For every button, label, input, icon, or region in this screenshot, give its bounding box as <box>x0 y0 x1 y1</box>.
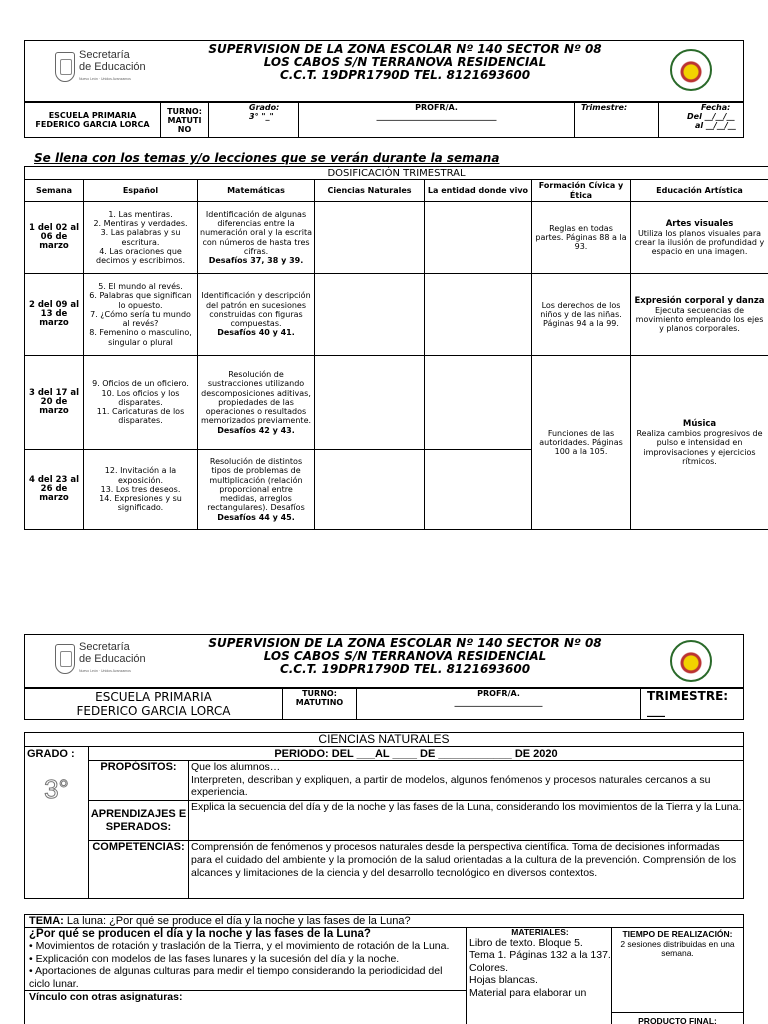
mate-cell <box>198 274 315 356</box>
mate-cell <box>198 450 315 530</box>
competencias-text: Comprensión de fenómenos y procesos naturales desde la perspectiva científica. Toma de decisiones informadas para el cuidado del ambiente y la promoción de la salud orientadas a la cultura de la prevención. Comprensión de los alcances y limitaciones de la ciencia y del desarrollo tecnológico en diversos contextos. <box>189 841 744 899</box>
ciencias-title: CIENCIAS NATURALES <box>25 733 744 747</box>
fecha-al: al __/__/__ <box>695 121 736 130</box>
table-row <box>25 356 768 450</box>
competencias-label: COMPETENCIAS: <box>89 841 189 899</box>
header-line2: LOS CABOS S/N TERRANOVA RESIDENCIAL <box>263 55 547 69</box>
turno-label: TURNO: <box>302 689 337 698</box>
artistica-cell <box>631 202 768 274</box>
mate-desafios: Desafíos 40 y 41. <box>217 328 295 338</box>
propositos-text: Que los alumnos… Interpreten, describan y expliquen, a partir de modelos, algunos fenómenos y procesos naturales cercanos a su experiencia. <box>189 761 744 801</box>
ciencias-cell <box>315 202 425 274</box>
header-box-1 <box>24 40 744 102</box>
semana-cell: 3 del 17 al 20 de marzo <box>25 356 84 450</box>
espanol-cell: 9. Oficios de un oficiero. 10. Los oficios y los disparates. 11. Caricaturas de los disparates. <box>84 356 198 450</box>
col-header-ciencias: Ciencias Naturales <box>315 180 425 202</box>
logo-line1: Secretaría <box>79 641 130 653</box>
profr-label: PROFR/A. <box>415 103 458 112</box>
logo-line2: de Educación <box>79 653 146 665</box>
aprendizajes-label: APRENDIZAJES ESPERADOS: <box>89 801 189 841</box>
artistica-cell <box>631 356 768 530</box>
profr-cell <box>299 103 575 138</box>
materiales-label: MATERIALES: <box>511 927 569 937</box>
artistica-desc: Ejecuta secuencias de movimiento empleando los ejes y planos corporales. <box>635 305 764 334</box>
civica-cell: Reglas en todas partes. Páginas 88 a la 93. <box>532 202 631 274</box>
grado-label: Grado: <box>249 103 280 112</box>
header-line2: LOS CABOS S/N TERRANOVA RESIDENCIAL <box>263 649 547 663</box>
info-table-1 <box>24 102 744 138</box>
profr-label: PROFR/A. <box>477 689 520 698</box>
ciencias-table <box>24 732 744 899</box>
col-header-espanol: Español <box>84 180 198 202</box>
header-line3: C.C.T. 19DPR1790D TEL. 8121693600 <box>279 662 531 676</box>
turno-value: MATUTINO <box>295 698 344 707</box>
subtitle: Se llena con los temas y/o lecciones que se verán durante la semana <box>34 151 500 165</box>
producto-label: PRODUCTO FINAL: <box>612 1012 743 1024</box>
propositos-label: PROPÓSITOS: <box>89 761 189 801</box>
profr-line: ______________________ <box>454 698 543 707</box>
header-box-2 <box>24 634 744 688</box>
dosif-title: DOSIFICACIÓN TRIMESTRAL <box>25 167 768 180</box>
ciencias-cell <box>315 274 425 356</box>
fecha-cell <box>659 103 744 138</box>
turno-cell <box>283 689 357 720</box>
mate-desafios: Desafíos 37, 38 y 39. <box>208 255 304 265</box>
header-line3: C.C.T. 19DPR1790D TEL. 8121693600 <box>279 68 531 82</box>
artistica-title: Artes visuales <box>665 218 734 229</box>
mate-text: Resolución de distintos tipos de problemas de multiplicación (relación proporcional entre medidas, arreglos rectangulares). Desafíos <box>207 457 305 513</box>
materiales-text: Libro de texto. Bloque 5. Tema 1. Páginas 132 a la 137. Colores. Hojas blancas. Material para elaborar un <box>469 937 611 999</box>
grado-cell <box>25 747 89 899</box>
trimestre-line: ___ <box>647 703 665 717</box>
trimestre-cell: Trimestre: <box>575 103 659 138</box>
entidad-cell <box>425 274 532 356</box>
mate-desafios: Desafíos 44 y 45. <box>217 512 295 522</box>
school-logo-icon <box>670 49 712 91</box>
header-title-1 <box>185 43 625 82</box>
materiales-cell <box>467 928 612 1024</box>
civica-cell: Los derechos de los niños y de las niñas. Páginas 94 a la 99. <box>532 274 631 356</box>
turno-value: MATUTI NO <box>167 115 202 134</box>
semana-cell: 1 del 02 al 06 de marzo <box>25 202 84 274</box>
grado-cell <box>209 103 299 138</box>
escuela-line2: FEDERICO GARCIA LORCA <box>76 704 231 718</box>
mate-text: Resolución de sustracciones utilizando descomposiciones aditivas, propiedades de las operaciones o resultados memorizados previamente. <box>200 370 312 426</box>
espanol-cell: 12. Invitación a la exposición. 13. Los tres deseos. 14. Expresiones y su significado. <box>84 450 198 530</box>
state-seal-icon <box>55 52 75 82</box>
turno-label: TURNO: <box>167 106 202 116</box>
header-line1: SUPERVISION DE LA ZONA ESCOLAR Nº 140 SECTOR Nº 08 <box>208 42 602 56</box>
vinculo-label: Vínculo con otras asignaturas: <box>25 990 466 1003</box>
trimestre-label: TRIMESTRE: <box>647 689 729 703</box>
col-header-civica: Formación Cívica y Ética <box>532 180 631 202</box>
tiempo-label: TIEMPO DE REALIZACIÓN: <box>622 929 733 939</box>
logo-sub: Nuevo León · Unidos Avanzamos <box>79 669 131 673</box>
logo-sub: Nuevo León · Unidos Avanzamos <box>79 77 131 81</box>
aprendizajes-text: Explica la secuencia del día y de la noche y las fases de la Luna, considerando los movimientos de la Tierra y la Luna. <box>189 801 744 841</box>
semana-cell: 2 del 09 al 13 de marzo <box>25 274 84 356</box>
ciencias-cell <box>315 450 425 530</box>
tema-content <box>25 928 467 1024</box>
dosificacion-table <box>24 166 768 530</box>
ciencias-cell <box>315 356 425 450</box>
tema-table <box>24 914 744 1024</box>
mate-cell <box>198 356 315 450</box>
col-header-matematicas: Matemáticas <box>198 180 315 202</box>
fecha-del: Del __/__/__ <box>687 112 735 121</box>
col-header-semana: Semana <box>25 180 84 202</box>
grado-label: GRADO : <box>27 748 75 760</box>
school-logo-icon <box>670 640 712 682</box>
espanol-cell: 1. Las mentiras. 2. Mentiras y verdades. 3. Las palabras y su escritura. 4. Las oraciones que decimos y escribimos. <box>84 202 198 274</box>
tiempo-cell <box>612 928 744 1024</box>
tema-bullet: • Explicación con modelos de las fases lunares y la sucesión del día y la noche. <box>29 952 400 965</box>
artistica-title: Expresión corporal y danza <box>634 295 765 306</box>
grado-number: 3° <box>44 774 69 804</box>
secretaria-logo <box>55 49 146 85</box>
escuela-cell: ESCUELA PRIMARIA FEDERICO GARCIA LORCA <box>25 103 161 138</box>
header-title-2 <box>185 637 625 676</box>
state-seal-icon <box>55 644 75 674</box>
profr-line: ______________________________ <box>376 112 497 121</box>
mate-text: Identificación de algunas diferencias entre la numeración oral y la escrita con números de hasta tres cifras. <box>200 209 313 256</box>
artistica-cell <box>631 274 768 356</box>
tema-text: La luna: ¿Por qué se produce el día y la noche y las fases de la Luna? <box>66 915 411 927</box>
espanol-cell: 5. El mundo al revés. 6. Palabras que significan lo opuesto. 7. ¿Cómo sería tu mundo al revés? 8. Femenino o masculino, singular o plural <box>84 274 198 356</box>
artistica-desc: Utiliza los planos visuales para crear la ilusión de profundidad y espacio en una imagen. <box>634 228 765 257</box>
profr-cell <box>357 689 641 720</box>
escuela-cell <box>25 689 283 720</box>
col-header-entidad: La entidad donde vivo <box>425 180 532 202</box>
tema-question: ¿Por qué se producen el día y la noche y las fases de la Luna? <box>29 928 371 940</box>
tema-cell <box>25 915 744 928</box>
civica-cell: Funciones de las autoridades. Páginas 100 a la 105. <box>532 356 631 530</box>
table-row <box>25 274 768 356</box>
col-header-artistica: Educación Artística <box>631 180 768 202</box>
tema-bullet: • Aportaciones de algunas culturas para medir el tiempo considerando la periodicidad del ciclo lunar. <box>29 965 443 990</box>
info-table-2 <box>24 688 744 720</box>
tema-bullet: • Movimientos de rotación y traslación de la Tierra, y el movimiento de rotación de la Luna. <box>29 940 450 953</box>
logo-line2: de Educación <box>79 61 146 73</box>
periodo-cell: PERIODO: DEL ___AL ____ DE ____________ DE 2020 <box>89 747 744 761</box>
logo-line1: Secretaría <box>79 49 130 61</box>
entidad-cell <box>425 356 532 450</box>
header-line1: SUPERVISION DE LA ZONA ESCOLAR Nº 140 SECTOR Nº 08 <box>208 636 602 650</box>
tema-label: TEMA: <box>29 915 64 927</box>
trimestre-cell <box>641 689 744 720</box>
semana-cell: 4 del 23 al 26 de marzo <box>25 450 84 530</box>
artistica-title: Música <box>682 418 717 429</box>
fecha-label: Fecha: <box>701 103 731 112</box>
tiempo-text: 2 sesiones distribuidas en una semana. <box>620 938 735 958</box>
mate-text: Identificación y descripción del patrón en sucesiones construidas con figuras compuestas. <box>201 291 311 329</box>
escuela-line1: ESCUELA PRIMARIA <box>95 690 212 704</box>
turno-cell <box>161 103 209 138</box>
secretaria-logo <box>55 641 146 677</box>
grado-value: 3° "_" <box>249 112 274 121</box>
mate-desafios: Desafíos 42 y 43. <box>217 425 295 435</box>
mate-cell <box>198 202 315 274</box>
artistica-desc: Realiza cambios progresivos de pulso e intensidad en improvisaciones y ejercicios rítmicos. <box>636 429 763 466</box>
entidad-cell <box>425 202 532 274</box>
entidad-cell <box>425 450 532 530</box>
table-row <box>25 202 768 274</box>
